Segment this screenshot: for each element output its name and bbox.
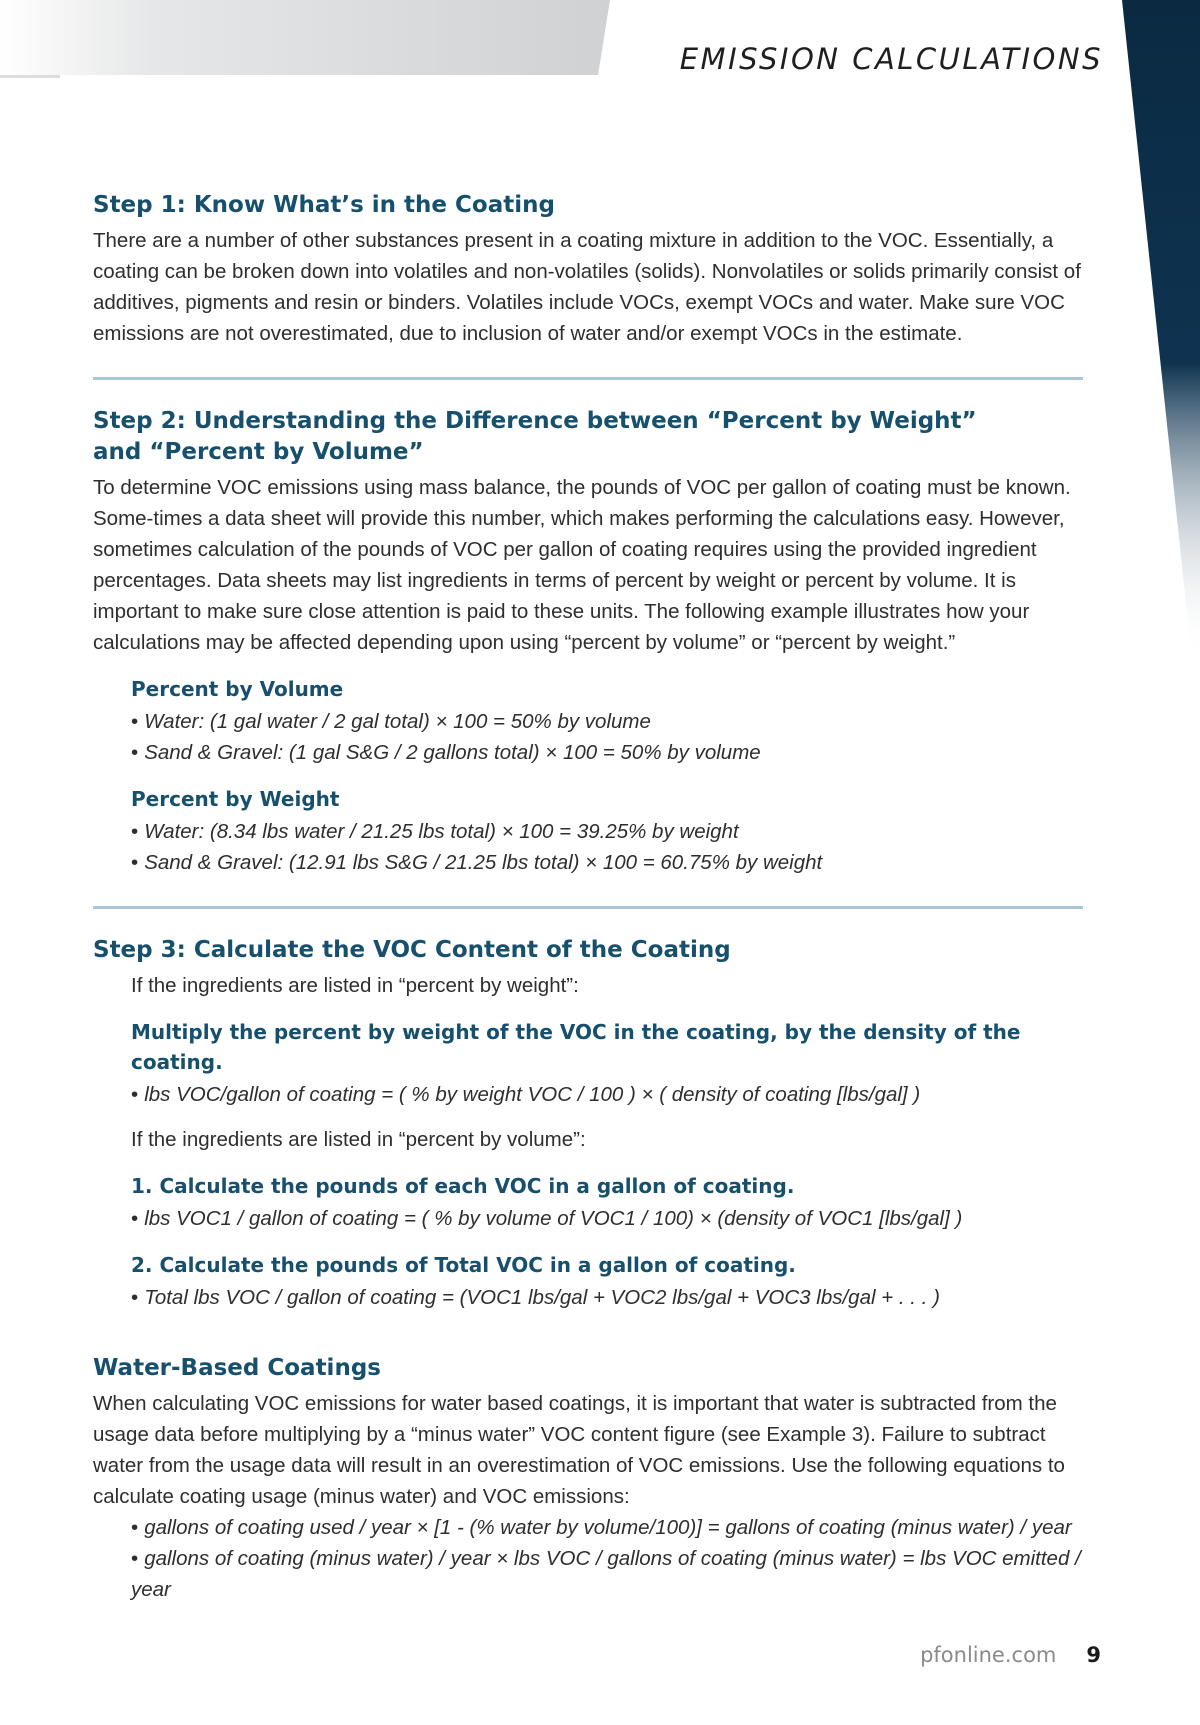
list-item: • Water: (1 gal water / 2 gal total) × 100 = 50% by volume: [131, 710, 651, 734]
section-divider: [93, 377, 1083, 380]
step2-body: To determine VOC emissions using mass balance, the pounds of VOC per gallon of coating must be known. Some-times a data sheet will provide this number, which makes performing the calculations easy. However, sometimes calculation of the pounds of VOC per gallon of coating requires using the provided ingredient percentages. Data sheets may list ingredients in terms of percent by weight or percent by volume. It is important to make sure close attention is paid to these units. The following example illustrates how your calculations may be affected depending upon using “percent by volume” or “percent by weight.”: [93, 476, 1071, 655]
bullet-icon: •: [131, 1547, 139, 1571]
step1-heading: Step 1: Know What’s in the Coating: [93, 192, 555, 218]
section-title: EMISSION CALCULATIONS: [679, 42, 1103, 76]
weight-method-list: [131, 1079, 1093, 1110]
list-item: • Water: (8.34 lbs water / 21.25 lbs total) × 100 = 39.25% by weight: [131, 820, 739, 844]
page-number: 9: [1086, 1643, 1101, 1667]
bullet-icon: •: [131, 1207, 139, 1231]
bullet-icon: •: [131, 820, 139, 844]
step2-heading-line2: and “Percent by Volume”: [93, 439, 424, 466]
list-item: • gallons of coating used / year × [1 - (% water by volume/100)] = gallons of coating (minus water) / year: [131, 1516, 1072, 1540]
water-based-heading: Water-Based Coatings: [93, 1355, 381, 1382]
bullet-icon: •: [131, 851, 139, 875]
list-item: • Total lbs VOC / gallon of coating = (VOC1 lbs/gal + VOC2 lbs/gal + VOC3 lbs/gal + . . . ): [131, 1286, 940, 1310]
bullet-icon: •: [131, 741, 139, 765]
list-item: • gallons of coating (minus water) / year × lbs VOC / gallons of coating (minus water) = lbs VOC emitted / year: [131, 1547, 1081, 1602]
percent-by-volume-block: [93, 674, 1093, 878]
step3-section: [93, 935, 1093, 1313]
list-item: • lbs VOC1 / gallon of coating = ( % by volume of VOC1 / 100) × (density of VOC1 [lbs/gal] ): [131, 1207, 963, 1231]
step1-section: [93, 190, 1093, 349]
bullet-icon: •: [131, 1083, 139, 1107]
list-item: • Sand & Gravel: (1 gal S&G / 2 gallons total) × 100 = 50% by volume: [131, 741, 761, 765]
page-content: [93, 190, 1093, 1605]
volume-step2-list: [131, 1282, 1093, 1313]
volume-step1-heading: 1. Calculate the pounds of each VOC in a gallon of coating.: [131, 1174, 795, 1199]
footer-site: pfonline.com: [920, 1643, 1057, 1667]
step3-intro-volume: If the ingredients are listed in “percent by volume”:: [131, 1128, 586, 1152]
step3-heading: Step 3: Calculate the VOC Content of the Coating: [93, 937, 731, 964]
list-item: • lbs VOC/gallon of coating = ( % by weight VOC / 100 ) × ( density of coating [lbs/gal] ): [131, 1083, 921, 1107]
volume-step1-list: [131, 1203, 1093, 1234]
list-item: • Sand & Gravel: (12.91 lbs S&G / 21.25 lbs total) × 100 = 60.75% by weight: [131, 851, 823, 875]
step2-section: [93, 406, 1093, 878]
step3-intro-weight: If the ingredients are listed in “percent by weight”:: [131, 974, 579, 998]
percent-by-volume-list: [131, 706, 1093, 768]
bullet-icon: •: [131, 710, 139, 734]
section-divider: [93, 906, 1083, 909]
bullet-icon: •: [131, 1286, 139, 1310]
percent-by-weight-list: [131, 816, 1093, 878]
step1-body: There are a number of other substances present in a coating mixture in addition to the VOC. Essentially, a coating can be broken down into volatiles and non-volatiles (solids). Nonvolatiles or solids primarily consist of additives, pigments and resin or binders. Volatiles include VOCs, exempt VOCs and water. Make sure VOC emissions are not overestimated, due to inclusion of water and/or exempt VOCs in the estimate.: [93, 229, 1081, 346]
volume-step2-heading: 2. Calculate the pounds of Total VOC in a gallon of coating.: [131, 1253, 796, 1278]
percent-by-weight-heading: Percent by Weight: [131, 787, 340, 812]
water-based-list: [93, 1512, 1093, 1605]
page-footer: [920, 1643, 1101, 1667]
water-based-section: [93, 1353, 1093, 1605]
percent-by-volume-heading: Percent by Volume: [131, 677, 344, 702]
right-edge-stripe: [1100, 0, 1200, 660]
step2-heading-line1: Step 2: Understanding the Difference between “Percent by Weight”: [93, 408, 977, 435]
water-based-body: When calculating VOC emissions for water based coatings, it is important that water is subtracted from the usage data before multiplying by a “minus water” VOC content figure (see Example 3). Failure to subtract water from the usage data will result in an overestimation of VOC emissions. Use the following equations to calculate coating usage (minus water) and VOC emissions:: [93, 1392, 1065, 1509]
step3-body: [93, 970, 1093, 1313]
step2-heading: [93, 406, 1093, 468]
weight-method-heading: Multiply the percent by weight of the VOC in the coating, by the density of the coating.: [131, 1020, 1021, 1075]
bullet-icon: •: [131, 1516, 139, 1540]
